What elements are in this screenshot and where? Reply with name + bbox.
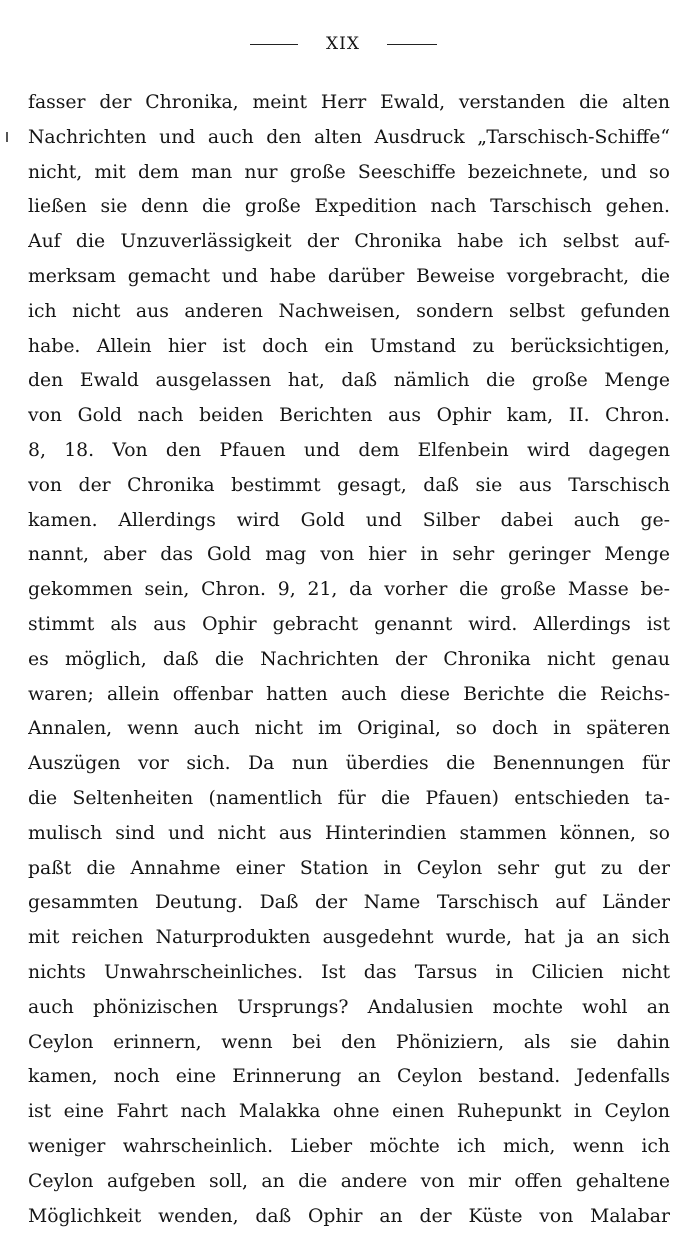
text-line: nicht, mit dem man nur große Seeschiffe bezeichnete, und so — [28, 156, 670, 191]
text-line: nannt, aber das Gold mag von hier in sehr geringer Menge — [28, 538, 670, 573]
text-line: Auszügen vor sich. Da nun überdies die Benennungen für — [28, 747, 670, 782]
text-line: weniger wahrscheinlich. Lieber möchte ich mich, wenn ich — [28, 1130, 670, 1165]
header-rule-left — [250, 44, 298, 45]
body-text — [28, 86, 670, 1234]
text-line: habe. Allein hier ist doch ein Umstand zu berücksichtigen, — [28, 330, 670, 365]
text-line: kamen. Allerdings wird Gold und Silber dabei auch ge- — [28, 504, 670, 539]
text-line: Auf die Unzuverlässigkeit der Chronika habe ich selbst auf- — [28, 225, 670, 260]
text-line: Nachrichten und auch den alten Ausdruck „Tarschisch-Schiffe“ — [28, 121, 670, 156]
margin-mark — [6, 132, 8, 142]
text-line: gesammten Deutung. Daß der Name Tarschisch auf Länder — [28, 886, 670, 921]
text-line: Ceylon erinnern, wenn bei den Phöniziern, als sie dahin — [28, 1026, 670, 1061]
page-header — [0, 32, 697, 56]
text-line: 8, 18. Von den Pfauen und dem Elfenbein wird dagegen — [28, 434, 670, 469]
text-line: Ceylon aufgeben soll, an die andere von mir offen gehaltene — [28, 1165, 670, 1200]
text-line: stimmt als aus Ophir gebracht genannt wird. Allerdings ist — [28, 608, 670, 643]
text-line: die Seltenheiten (namentlich für die Pfauen) entschieden ta- — [28, 782, 670, 817]
text-line: ich nicht aus anderen Nachweisen, sondern selbst gefunden — [28, 295, 670, 330]
text-line: fasser der Chronika, meint Herr Ewald, verstanden die alten — [28, 86, 670, 121]
text-line: Möglichkeit wenden, daß Ophir an der Küste von Malabar — [28, 1200, 670, 1234]
text-line: von Gold nach beiden Berichten aus Ophir kam, II. Chron. — [28, 399, 670, 434]
text-line: von der Chronika bestimmt gesagt, daß sie aus Tarschisch — [28, 469, 670, 504]
text-line: mit reichen Naturprodukten ausgedehnt wurde, hat ja an sich — [28, 921, 670, 956]
header-rule-right — [387, 44, 437, 45]
text-line: paßt die Annahme einer Station in Ceylon sehr gut zu der — [28, 852, 670, 887]
text-line: ist eine Fahrt nach Malakka ohne einen Ruhepunkt in Ceylon — [28, 1095, 670, 1130]
text-line: ließen sie denn die große Expedition nach Tarschisch gehen. — [28, 190, 670, 225]
text-line: auch phönizischen Ursprungs? Andalusien mochte wohl an — [28, 991, 670, 1026]
page-number: XIX — [300, 32, 386, 56]
text-line: es möglich, daß die Nachrichten der Chronika nicht genau — [28, 643, 670, 678]
text-line: waren; allein offenbar hatten auch diese Berichte die Reichs- — [28, 678, 670, 713]
text-line: kamen, noch eine Erinnerung an Ceylon bestand. Jedenfalls — [28, 1060, 670, 1095]
text-line: Annalen, wenn auch nicht im Original, so doch in späteren — [28, 712, 670, 747]
text-line: nichts Unwahrscheinliches. Ist das Tarsus in Cilicien nicht — [28, 956, 670, 991]
text-line: merksam gemacht und habe darüber Beweise vorgebracht, die — [28, 260, 670, 295]
text-line: mulisch sind und nicht aus Hinterindien stammen können, so — [28, 817, 670, 852]
text-line: den Ewald ausgelassen hat, daß nämlich die große Menge — [28, 364, 670, 399]
text-line: gekommen sein, Chron. 9, 21, da vorher die große Masse be- — [28, 573, 670, 608]
